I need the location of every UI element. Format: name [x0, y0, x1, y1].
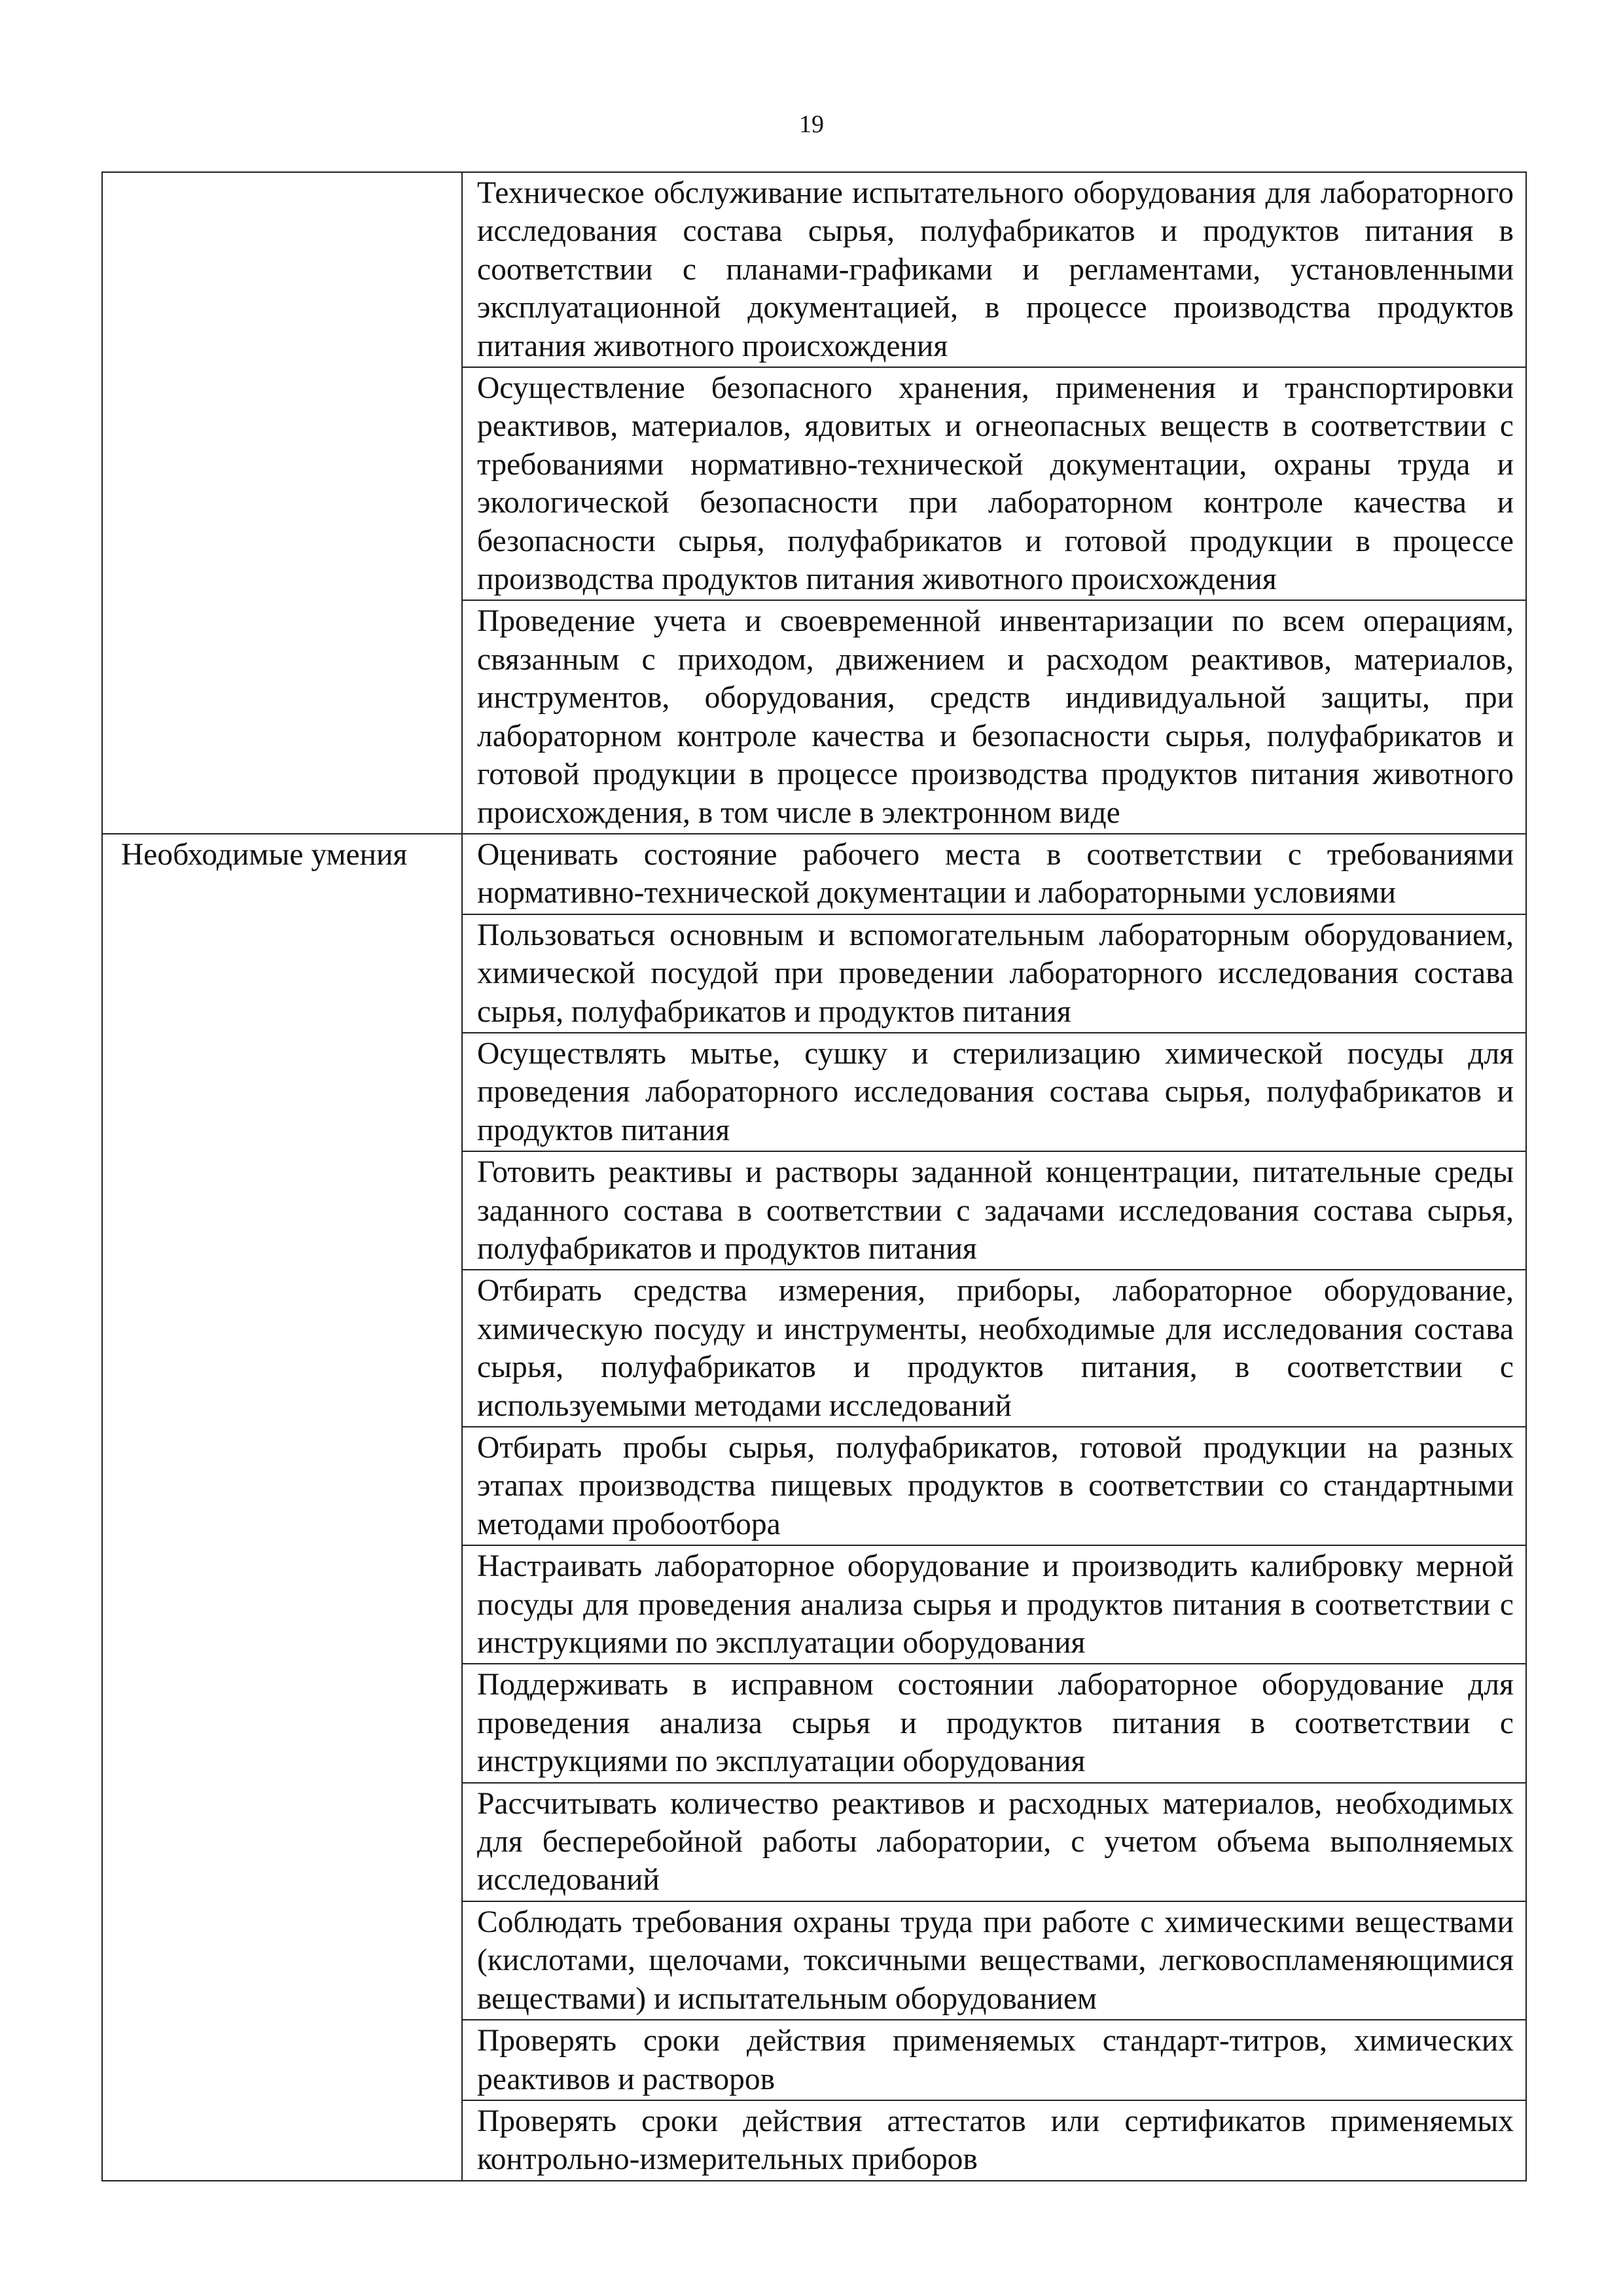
content-cell [462, 1427, 1526, 1545]
content-cell [462, 1151, 1526, 1270]
row-label-cell [102, 834, 462, 2181]
content-cell [462, 2020, 1526, 2100]
table-row [102, 172, 1526, 367]
content-cell [462, 367, 1526, 600]
page-number: 19 [799, 111, 824, 138]
list-item: Пользоваться основным и вспомогательным лабораторным оборудованием, химической посудой при проведении лабораторного исследования состава сырья, полуфабрикатов и продуктов питания [477, 918, 1514, 1029]
list-item: Проверять сроки действия аттестатов или сертификатов применяемых контрольно-измерительных приборов [477, 2104, 1514, 2177]
list-item: Поддерживать в исправном состоянии лабораторное оборудование для проведения анализа сырья и продуктов питания в соответствии с инструкциями по эксплуатации оборудования [477, 1668, 1514, 1779]
list-item: Осуществлять мытье, сушку и стерилизацию химической посуды для проведения лабораторного исследования состава сырья, полуфабрикатов и продуктов питания [477, 1036, 1514, 1147]
content-cell [462, 1545, 1526, 1664]
content-cell [462, 1664, 1526, 1782]
list-item: Проверять сроки действия применяемых стандарт-титров, химических реактивов и растворов [477, 2024, 1514, 2096]
row-label: Необходимые умения [121, 837, 408, 872]
list-item: Техническое обслуживание испытательного оборудования для лабораторного исследования состава сырья, полуфабрикатов и продуктов питания в соответствии с планами-графиками и регламентами, установленными эксплуатационной документацией, в процессе производства продуктов питания животного происхождения [477, 176, 1514, 363]
list-item: Проведение учета и своевременной инвентаризации по всем операциям, связанным с приходом, движением и расходом реактивов, материалов, инструментов, оборудования, средств индивидуальной защиты, при лабораторном контроле качества и безопасности сырья, полуфабрикатов и готовой продукции в процессе производства продуктов питания животного происхождения, в том числе в электронном виде [477, 604, 1514, 830]
list-item: Осуществление безопасного хранения, применения и транспортировки реактивов, материалов, ядовитых и огнеопасных веществ в соответствии с требованиями нормативно-технической документации, охраны труда и экологической безопасности при лабораторном контроле качества и безопасности сырья, полуфабрикатов и готовой продукции в процессе производства продуктов питания животного происхождения [477, 371, 1514, 597]
content-cell [462, 2100, 1526, 2181]
content-cell [462, 1033, 1526, 1151]
content-cell [462, 834, 1526, 914]
content-cell [462, 914, 1526, 1033]
content-cell [462, 1783, 1526, 1901]
list-item: Оценивать состояние рабочего места в соответствии с требованиями нормативно-технической документации и лабораторными условиями [477, 837, 1514, 910]
table-row [102, 834, 1526, 914]
content-cell [462, 172, 1526, 367]
requirements-table [101, 171, 1527, 2181]
list-item: Готовить реактивы и растворы заданной концентрации, питательные среды заданного состава в соответствии с задачами исследования состава сырья, полуфабрикатов и продуктов питания [477, 1155, 1514, 1266]
row-label-cell-empty [102, 172, 462, 834]
list-item: Соблюдать требования охраны труда при работе с химическими веществами (кислотами, щелочами, токсичными веществами, легковоспламеняющимися веществами) и испытательным оборудованием [477, 1905, 1514, 2016]
list-item: Рассчитывать количество реактивов и расходных материалов, необходимых для бесперебойной работы лаборатории, с учетом объема выполняемых исследований [477, 1786, 1514, 1897]
content-cell [462, 600, 1526, 833]
list-item: Отбирать средства измерения, приборы, лабораторное оборудование, химическую посуду и инструменты, необходимые для исследования состава сырья, полуфабрикатов и продуктов питания, в соответствии с используемыми методами исследований [477, 1274, 1514, 1423]
list-item: Настраивать лабораторное оборудование и производить калибровку мерной посуды для проведения анализа сырья и продуктов питания в соответствии с инструкциями по эксплуатации оборудования [477, 1549, 1514, 1660]
content-cell [462, 1901, 1526, 2020]
list-item: Отбирать пробы сырья, полуфабрикатов, готовой продукции на разных этапах производства пищевых продуктов в соответствии со стандартными методами пробоотбора [477, 1431, 1514, 1541]
content-cell [462, 1270, 1526, 1427]
